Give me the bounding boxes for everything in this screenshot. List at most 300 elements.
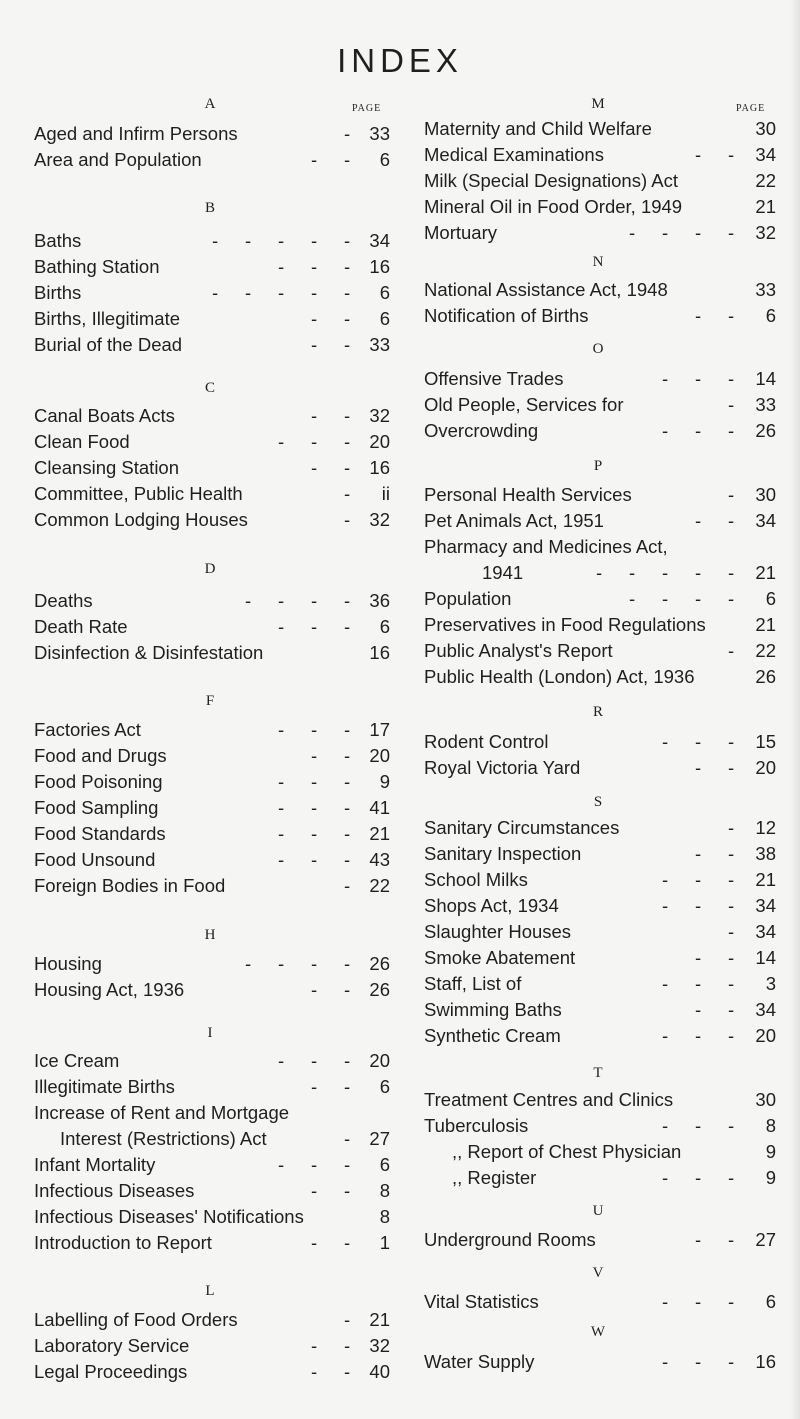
leader-dash: -: [728, 757, 735, 778]
index-entry: [424, 536, 776, 558]
index-entry: [34, 590, 390, 612]
entry-page-number: 3: [765, 973, 776, 994]
entry-label: Synthetic Cream: [424, 1025, 561, 1046]
entry-label: Pet Animals Act, 1951: [424, 510, 604, 531]
entry-page-number: ii: [381, 483, 390, 504]
leader-dash: -: [662, 562, 669, 583]
entry-page-number: 21: [755, 196, 776, 217]
entry-page-number: 43: [369, 849, 390, 870]
entry-page-number: 32: [369, 405, 390, 426]
leader-dash: -: [695, 731, 702, 752]
leader-dash: -: [344, 771, 351, 792]
index-entry: [424, 1291, 776, 1313]
entry-page-number: 30: [755, 484, 776, 505]
entry-label: Vital Statistics: [424, 1291, 539, 1312]
section-letter: S: [593, 794, 603, 810]
leader-dash: -: [278, 282, 285, 303]
leader-dash: -: [662, 973, 669, 994]
entry-label: Overcrowding: [424, 420, 539, 441]
entry-page-number: 20: [755, 757, 776, 778]
leader-dash: -: [344, 745, 351, 766]
section-letter: D: [204, 561, 216, 577]
index-entry: [424, 895, 776, 917]
entry-page-number: 17: [369, 719, 390, 740]
leader-dash: -: [311, 457, 318, 478]
entry-label: Food Poisoning: [34, 771, 163, 792]
page-edge-shadow: [790, 0, 800, 1419]
index-entry: [424, 640, 776, 662]
index-entry: [34, 1309, 390, 1331]
entry-label: Factories Act: [34, 719, 141, 740]
index-entry: [34, 642, 390, 664]
leader-dash: -: [344, 405, 351, 426]
leader-dash: -: [728, 1025, 735, 1046]
leader-dash: -: [344, 256, 351, 277]
entry-page-number: 33: [755, 279, 776, 300]
leader-dash: -: [278, 771, 285, 792]
index-entry: [34, 123, 390, 145]
entry-label: Tuberculosis: [424, 1115, 529, 1136]
index-entry: [34, 509, 390, 531]
entry-page-number: 27: [369, 1128, 390, 1149]
entry-page-number: 9: [765, 1167, 776, 1188]
leader-dash: -: [695, 588, 702, 609]
entry-page-number: 16: [755, 1351, 776, 1372]
index-entry: [424, 1115, 776, 1137]
section-letter: V: [592, 1265, 604, 1281]
section-letter: P: [593, 458, 603, 474]
entry-label: ,, Register: [452, 1167, 537, 1188]
entry-label: Food Unsound: [34, 849, 156, 870]
page-column-header-left: PAGE: [352, 103, 382, 114]
entry-page-number: 6: [379, 616, 390, 637]
index-entry: [34, 1050, 390, 1072]
section-letter: B: [204, 200, 215, 216]
index-entry: [424, 1351, 776, 1373]
leader-dash: -: [695, 305, 702, 326]
leader-dash: -: [728, 731, 735, 752]
leader-dash: -: [695, 947, 702, 968]
entry-label: Food Standards: [34, 823, 166, 844]
index-entry: [34, 771, 390, 793]
entry-page-number: 6: [379, 282, 390, 303]
leader-dash: -: [695, 144, 702, 165]
leader-dash: -: [662, 731, 669, 752]
leader-dash: -: [695, 510, 702, 531]
leader-dash: -: [728, 305, 735, 326]
entry-page-number: 41: [369, 797, 390, 818]
leader-dash: -: [728, 1229, 735, 1250]
index-entry: [424, 869, 776, 891]
index-entry: [424, 1089, 776, 1111]
leader-dash: -: [311, 149, 318, 170]
entry-page-number: 21: [755, 562, 776, 583]
entry-label: Increase of Rent and Mortgage: [34, 1102, 290, 1123]
leader-dash: -: [311, 1050, 318, 1071]
entry-page-number: 16: [369, 642, 390, 663]
entry-page-number: 34: [755, 921, 776, 942]
index-entry: [34, 849, 390, 871]
leader-dash: -: [311, 282, 318, 303]
entry-label: Death Rate: [34, 616, 128, 637]
leader-dash: -: [278, 616, 285, 637]
leader-dash: -: [311, 797, 318, 818]
entry-page-number: 6: [765, 1291, 776, 1312]
leader-dash: -: [662, 1025, 669, 1046]
entry-label: Old People, Services for: [424, 394, 624, 415]
entry-page-number: 22: [755, 640, 776, 661]
index-entry: [424, 196, 776, 218]
leader-dash: -: [311, 771, 318, 792]
entry-label: Interest (Restrictions) Act: [60, 1128, 267, 1149]
leader-dash: -: [344, 875, 351, 896]
entry-label: Deaths: [34, 590, 93, 611]
index-entry: [424, 118, 776, 140]
leader-dash: -: [311, 1154, 318, 1175]
section-letter: T: [593, 1065, 603, 1081]
index-entry: [424, 510, 776, 532]
leader-dash: -: [344, 431, 351, 452]
leader-dash: -: [278, 849, 285, 870]
entry-label: 1941: [482, 562, 524, 583]
index-entry: [424, 973, 776, 995]
leader-dash: -: [728, 895, 735, 916]
leader-dash: -: [311, 1076, 318, 1097]
section-letter: M: [591, 96, 605, 112]
index-entry: [34, 230, 390, 252]
entry-label: Disinfection & Disinfestation: [34, 642, 264, 663]
index-entry: [424, 222, 776, 244]
leader-dash: -: [662, 1291, 669, 1312]
leader-dash: -: [344, 483, 351, 504]
entry-label: Mineral Oil in Food Order, 1949: [424, 196, 683, 217]
leader-dash: -: [344, 1128, 351, 1149]
entry-page-number: 8: [379, 1206, 390, 1227]
entry-label: Milk (Special Designations) Act: [424, 170, 678, 191]
index-entry: [34, 1180, 390, 1202]
entry-page-number: 20: [369, 1050, 390, 1071]
entry-page-number: 34: [755, 510, 776, 531]
entry-label: Laboratory Service: [34, 1335, 190, 1356]
entry-page-number: 20: [369, 431, 390, 452]
index-entry: [424, 1025, 776, 1047]
entry-page-number: 6: [765, 305, 776, 326]
leader-dash: -: [344, 1180, 351, 1201]
leader-dash: -: [695, 1351, 702, 1372]
leader-dash: -: [311, 745, 318, 766]
entry-label: Underground Rooms: [424, 1229, 596, 1250]
leader-dash: -: [662, 869, 669, 890]
entry-page-number: 33: [369, 334, 390, 355]
entry-page-number: 1: [379, 1232, 390, 1253]
index-entry: [424, 368, 776, 390]
entry-page-number: 32: [755, 222, 776, 243]
entry-page-number: 32: [369, 509, 390, 530]
entry-label: Bathing Station: [34, 256, 160, 277]
entry-label: Aged and Infirm Persons: [34, 123, 238, 144]
leader-dash: -: [728, 222, 735, 243]
entry-label: Legal Proceedings: [34, 1361, 188, 1382]
leader-dash: -: [728, 640, 735, 661]
entry-page-number: 20: [755, 1025, 776, 1046]
index-entry: [34, 745, 390, 767]
entry-page-number: 26: [755, 666, 776, 687]
leader-dash: -: [728, 510, 735, 531]
leader-dash: -: [596, 562, 603, 583]
leader-dash: -: [344, 457, 351, 478]
entry-label: Water Supply: [424, 1351, 535, 1372]
index-entry: [424, 614, 776, 636]
leader-dash: -: [278, 1050, 285, 1071]
entry-label: Offensive Trades: [424, 368, 564, 389]
section-letter: A: [204, 96, 216, 112]
entry-label: Shops Act, 1934: [424, 895, 559, 916]
leader-dash: -: [728, 420, 735, 441]
section-letter: R: [592, 704, 603, 720]
leader-dash: -: [728, 921, 735, 942]
index-entry: [34, 1232, 390, 1254]
entry-page-number: 6: [765, 588, 776, 609]
leader-dash: -: [695, 420, 702, 441]
index-entry: [34, 979, 390, 1001]
leader-dash: -: [728, 1115, 735, 1136]
leader-dash: -: [311, 1232, 318, 1253]
leader-dash: -: [728, 144, 735, 165]
index-entry: [34, 282, 390, 304]
index-entry: [424, 170, 776, 192]
leader-dash: -: [695, 757, 702, 778]
leader-dash: -: [245, 230, 252, 251]
section-letter: C: [204, 380, 215, 396]
entry-page-number: 8: [379, 1180, 390, 1201]
leader-dash: -: [344, 334, 351, 355]
leader-dash: -: [278, 953, 285, 974]
index-entry: [424, 999, 776, 1021]
index-entry: [34, 457, 390, 479]
entry-page-number: 16: [369, 256, 390, 277]
leader-dash: -: [695, 368, 702, 389]
entry-label: Maternity and Child Welfare: [424, 118, 652, 139]
entry-label: Royal Victoria Yard: [424, 757, 581, 778]
entry-label: Housing Act, 1936: [34, 979, 185, 1000]
leader-dash: -: [311, 256, 318, 277]
entry-page-number: 34: [369, 230, 390, 251]
entry-label: Births: [34, 282, 82, 303]
entry-page-number: 6: [379, 1154, 390, 1175]
leader-dash: -: [344, 1076, 351, 1097]
entry-page-number: 30: [755, 118, 776, 139]
entry-page-number: 16: [369, 457, 390, 478]
leader-dash: -: [344, 823, 351, 844]
leader-dash: -: [728, 843, 735, 864]
leader-dash: -: [311, 849, 318, 870]
leader-dash: -: [695, 562, 702, 583]
entry-page-number: 22: [369, 875, 390, 896]
leader-dash: -: [629, 588, 636, 609]
leader-dash: -: [245, 590, 252, 611]
entry-page-number: 6: [379, 308, 390, 329]
entry-label: Mortuary: [424, 222, 497, 243]
index-entry: [34, 483, 390, 505]
leader-dash: -: [344, 149, 351, 170]
leader-dash: -: [344, 230, 351, 251]
entry-page-number: 9: [379, 771, 390, 792]
leader-dash: -: [662, 368, 669, 389]
leader-dash: -: [278, 797, 285, 818]
leader-dash: -: [695, 1167, 702, 1188]
index-entry: [34, 797, 390, 819]
section-letter: F: [205, 693, 215, 709]
index-entry: [34, 1076, 390, 1098]
leader-dash: -: [662, 895, 669, 916]
index-entry: [424, 588, 776, 610]
index-entry: [34, 1361, 390, 1383]
leader-dash: -: [695, 869, 702, 890]
entry-label: Rodent Control: [424, 731, 549, 752]
leader-dash: -: [695, 1025, 702, 1046]
index-entry: [34, 405, 390, 427]
leader-dash: -: [311, 953, 318, 974]
entry-label: National Assistance Act, 1948: [424, 279, 668, 300]
entry-page-number: 15: [755, 731, 776, 752]
entry-label: Population: [424, 588, 512, 609]
leader-dash: -: [311, 979, 318, 1000]
leader-dash: -: [311, 823, 318, 844]
entry-page-number: 21: [755, 869, 776, 890]
entry-label: Medical Examinations: [424, 144, 604, 165]
entry-label: Introduction to Report: [34, 1232, 212, 1253]
leader-dash: -: [629, 562, 636, 583]
section-letter: I: [207, 1025, 213, 1041]
entry-label: Sanitary Inspection: [424, 843, 582, 864]
section-letter: L: [205, 1283, 215, 1299]
leader-dash: -: [311, 334, 318, 355]
entry-label: Burial of the Dead: [34, 334, 183, 355]
leader-dash: -: [662, 588, 669, 609]
index-entry: [424, 843, 776, 865]
entry-page-number: 36: [369, 590, 390, 611]
index-entry: [34, 875, 390, 897]
index-entry: [424, 921, 776, 943]
index-entry: [34, 719, 390, 741]
index-entry: [424, 1229, 776, 1251]
index-entry: [424, 394, 776, 416]
entry-page-number: 34: [755, 895, 776, 916]
leader-dash: -: [278, 1154, 285, 1175]
entry-label: Cleansing Station: [34, 457, 180, 478]
leader-dash: -: [278, 719, 285, 740]
entry-page-number: 21: [369, 1309, 390, 1330]
entry-label: Food and Drugs: [34, 745, 167, 766]
entry-label: Ice Cream: [34, 1050, 120, 1071]
entry-label: Public Analyst's Report: [424, 640, 613, 661]
entry-label: Labelling of Food Orders: [34, 1309, 238, 1330]
leader-dash: -: [344, 979, 351, 1000]
leader-dash: -: [278, 823, 285, 844]
leader-dash: -: [344, 953, 351, 974]
entry-label: Clean Food: [34, 431, 130, 452]
index-entry: [34, 1154, 390, 1176]
leader-dash: -: [728, 588, 735, 609]
index-entry: [424, 947, 776, 969]
leader-dash: -: [695, 1115, 702, 1136]
leader-dash: -: [728, 947, 735, 968]
index-entry: [424, 279, 776, 301]
entry-label: Treatment Centres and Clinics: [424, 1089, 674, 1110]
entry-label: Staff, List of: [424, 973, 522, 994]
leader-dash: -: [695, 973, 702, 994]
leader-dash: -: [344, 616, 351, 637]
index-entry: [424, 817, 776, 839]
index-entry: [34, 1128, 390, 1150]
section-letter: U: [592, 1203, 604, 1219]
leader-dash: -: [344, 1309, 351, 1330]
leader-dash: -: [344, 1050, 351, 1071]
entry-label: Pharmacy and Medicines Act,: [424, 536, 668, 557]
leader-dash: -: [278, 256, 285, 277]
entry-page-number: 8: [765, 1115, 776, 1136]
entry-page-number: 20: [369, 745, 390, 766]
entry-label: Public Health (London) Act, 1936: [424, 666, 695, 687]
entry-label: Housing: [34, 953, 102, 974]
entry-page-number: 32: [369, 1335, 390, 1356]
leader-dash: -: [344, 308, 351, 329]
index-entry: [424, 144, 776, 166]
leader-dash: -: [344, 849, 351, 870]
entry-page-number: 30: [755, 1089, 776, 1110]
leader-dash: -: [695, 1291, 702, 1312]
leader-dash: -: [311, 405, 318, 426]
index-entry: [34, 1206, 390, 1228]
entry-label: ,, Report of Chest Physician: [452, 1141, 682, 1162]
section-letter: W: [590, 1324, 606, 1340]
entry-page-number: 26: [755, 420, 776, 441]
leader-dash: -: [728, 1351, 735, 1372]
leader-dash: -: [344, 282, 351, 303]
leader-dash: -: [728, 1291, 735, 1312]
entry-page-number: 38: [755, 843, 776, 864]
entry-page-number: 40: [369, 1361, 390, 1382]
entry-page-number: 21: [755, 614, 776, 635]
index-entry: [34, 334, 390, 356]
entry-page-number: 6: [379, 1076, 390, 1097]
leader-dash: -: [311, 616, 318, 637]
leader-dash: -: [245, 282, 252, 303]
entry-label: Swimming Baths: [424, 999, 562, 1020]
leader-dash: -: [344, 1154, 351, 1175]
index-entry: [424, 666, 776, 688]
leader-dash: -: [662, 1351, 669, 1372]
entry-page-number: 6: [379, 149, 390, 170]
entry-label: Common Lodging Houses: [34, 509, 248, 530]
index-entry: [424, 562, 776, 584]
leader-dash: -: [311, 431, 318, 452]
section-letter: N: [592, 254, 604, 270]
entry-page-number: 34: [755, 999, 776, 1020]
index-entry: [34, 1102, 390, 1124]
leader-dash: -: [695, 1229, 702, 1250]
entry-page-number: 33: [755, 394, 776, 415]
index-entry: [424, 484, 776, 506]
index-entry: [424, 1167, 776, 1189]
leader-dash: -: [728, 368, 735, 389]
entry-label: Preservatives in Food Regulations: [424, 614, 706, 635]
leader-dash: -: [311, 308, 318, 329]
leader-dash: -: [728, 1167, 735, 1188]
leader-dash: -: [344, 797, 351, 818]
index-entry: [34, 308, 390, 330]
leader-dash: -: [728, 999, 735, 1020]
